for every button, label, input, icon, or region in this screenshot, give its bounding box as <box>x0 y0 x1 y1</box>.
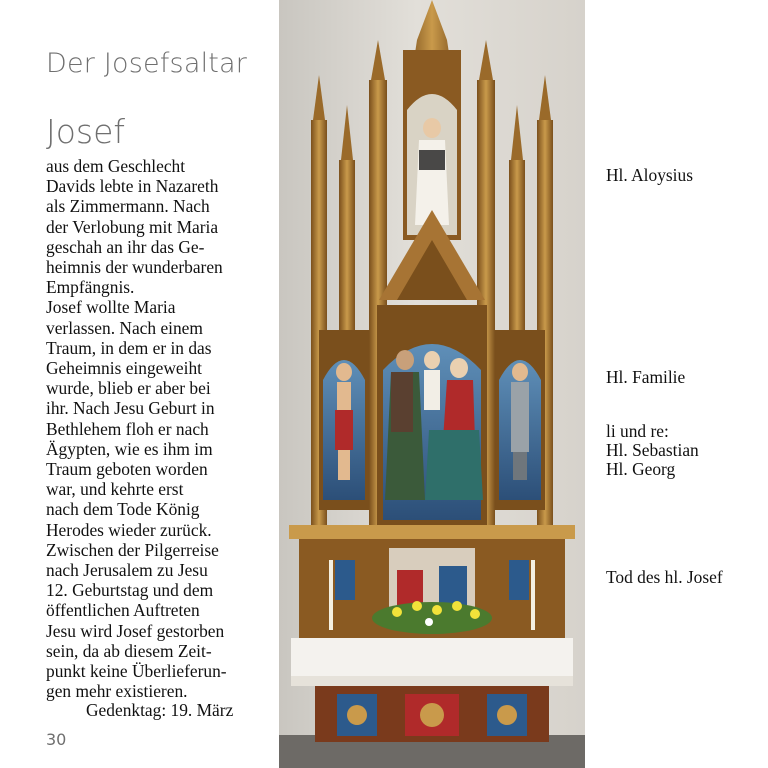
body-line: heimnis der wunderbaren <box>46 257 223 278</box>
page-number: 30 <box>46 730 67 749</box>
caption-side-intro: li und re: <box>606 421 669 441</box>
body-line: war, und kehrte erst <box>46 479 184 500</box>
caption-death-of-joseph: Tod des hl. Josef <box>606 567 723 587</box>
body-line: Ägypten, wie es ihm im <box>46 438 213 459</box>
caption-georg: Hl. Georg <box>606 459 676 479</box>
body-line: nach dem Tode König <box>46 499 200 520</box>
body-line: der Verlobung mit Maria <box>46 216 219 237</box>
body-text <box>46 156 278 701</box>
section-heading: Josef <box>46 112 126 151</box>
body-line: Traum geboten worden <box>46 459 208 480</box>
memorial-day: Gedenktag: 19. März <box>86 700 234 720</box>
body-line: Jesu wird Josef gestorben <box>46 620 225 641</box>
body-line: aus dem Geschlecht <box>46 156 186 176</box>
body-line: Bethlehem floh er nach <box>46 418 209 439</box>
body-line: Traum, in dem er in das <box>46 337 212 358</box>
body-line: als Zimmermann. Nach <box>46 196 210 217</box>
body-line: verlassen. Nach einem <box>46 317 203 338</box>
body-line: geschah an ihr das Ge- <box>46 236 205 257</box>
body-line: 12. Geburtstag und dem <box>46 580 214 601</box>
body-line: Empfängnis. <box>46 277 135 298</box>
body-line: wurde, blieb er aber bei <box>46 378 211 399</box>
body-line: gen mehr existieren. <box>46 681 188 702</box>
caption-sebastian: Hl. Sebastian <box>606 440 699 460</box>
page-title: Der Josefsaltar <box>46 48 248 79</box>
body-line: Zwischen der Pilgerreise <box>46 539 219 560</box>
caption-aloysius: Hl. Aloysius <box>606 165 693 185</box>
body-line: ihr. Nach Jesu Geburt in <box>46 398 215 419</box>
body-line: Josef wollte Maria <box>46 297 176 318</box>
altar-photo <box>279 0 585 768</box>
body-line: sein, da ab diesem Zeit- <box>46 640 212 661</box>
caption-holy-family: Hl. Familie <box>606 367 686 387</box>
body-line: nach Jerusalem zu Jesu <box>46 560 208 581</box>
body-line: öffentlichen Auftreten <box>46 600 200 621</box>
body-line: Davids lebte in Nazareth <box>46 176 219 197</box>
body-line: Geheimnis eingeweiht <box>46 358 202 379</box>
altar-illustration <box>279 0 585 768</box>
body-line: Herodes wieder zurück. <box>46 519 212 540</box>
body-line: punkt keine Überlieferun- <box>46 661 227 682</box>
